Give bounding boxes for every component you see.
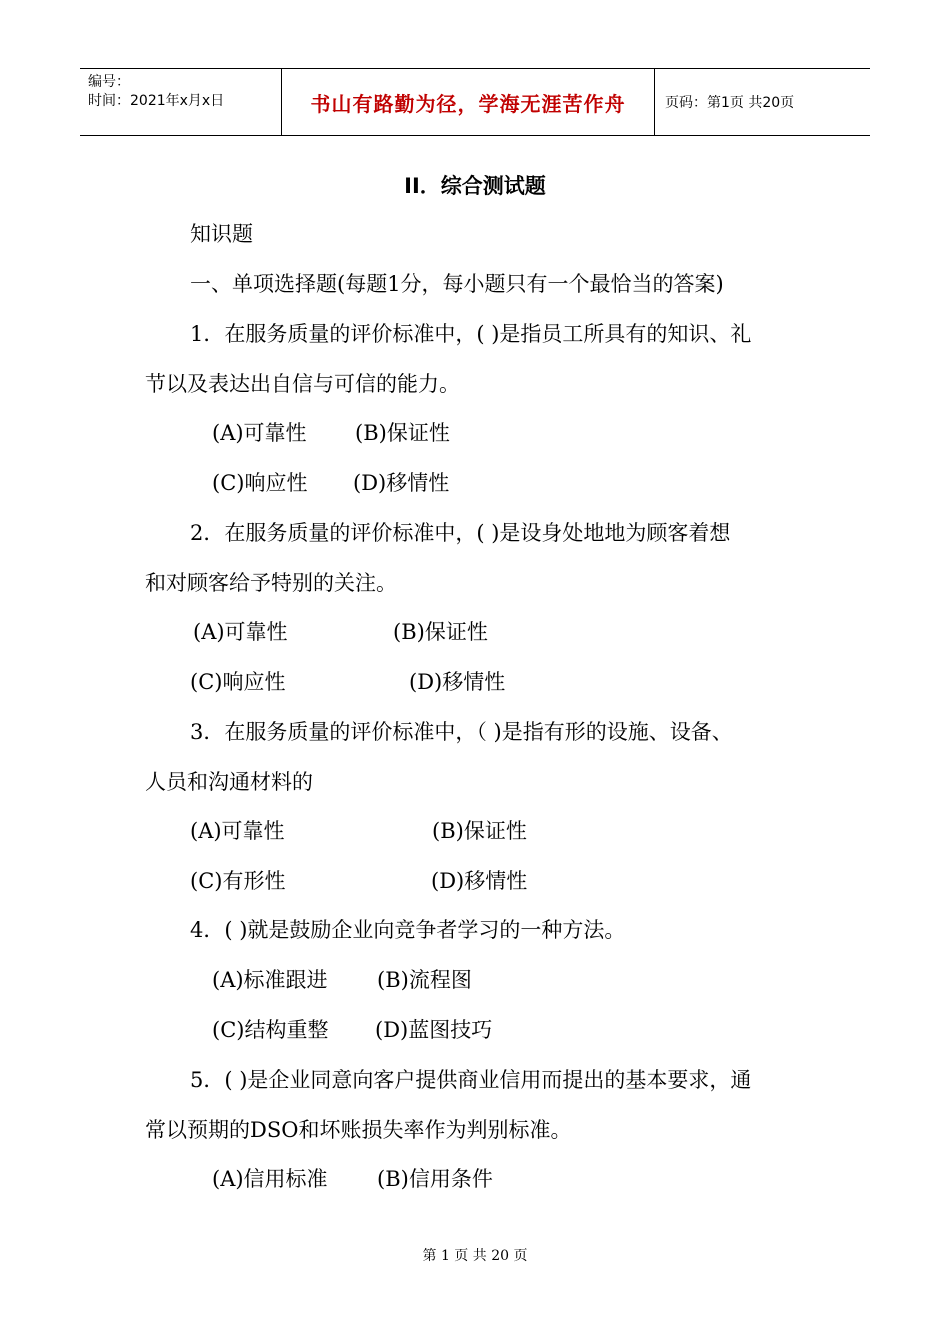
question-3-option-a: (A)可靠性 (190, 819, 285, 843)
question-2-option-b: (B)保证性 (393, 620, 488, 644)
question-1-option-c: (C)响应性 (212, 471, 308, 495)
part-heading: 一、单项选择题(每题1分，每小题只有一个最恰当的答案) (190, 272, 724, 296)
question-1-line-2: 节以及表达出自信与可信的能力。 (145, 372, 460, 396)
question-1-line-1: 1．在服务质量的评价标准中，( )是指员工所具有的知识、礼 (190, 322, 752, 346)
section-heading: 知识题 (190, 222, 253, 246)
question-5-option-a: (A)信用标准 (212, 1167, 328, 1191)
question-2-line-2: 和对顾客给予特别的关注。 (145, 571, 397, 595)
header-table (80, 68, 870, 136)
time-label: 时间：2021年x月x日 (88, 93, 225, 109)
question-2-line-1: 2．在服务质量的评价标准中，( )是设身处地地为顾客着想 (190, 521, 731, 545)
question-4-option-d: (D)蓝图技巧 (375, 1018, 493, 1042)
question-1-option-b: (B)保证性 (355, 421, 450, 445)
question-3-option-c: (C)有形性 (190, 869, 286, 893)
question-4-line-1: 4．( )就是鼓励企业向竞争者学习的一种方法。 (190, 918, 626, 942)
number-label: 编号： (88, 74, 130, 90)
question-3-option-d: (D)移情性 (431, 869, 528, 893)
page-footer: 第 1 页 共 20 页 (422, 1248, 528, 1264)
question-3-line-1: 3．在服务质量的评价标准中，（ )是指有形的设施、设备、 (190, 720, 733, 744)
question-1-option-a: (A)可靠性 (212, 421, 307, 445)
header-motto: 书山有路勤为径，学海无涯苦作舟 (282, 69, 655, 135)
question-1-option-d: (D)移情性 (353, 471, 450, 495)
question-3-line-2: 人员和沟通材料的 (145, 770, 313, 794)
question-2-option-c: (C)响应性 (190, 670, 286, 694)
question-2-option-d: (D)移情性 (409, 670, 506, 694)
question-4-option-b: (B)流程图 (377, 968, 472, 992)
question-5-line-1: 5．( )是企业同意向客户提供商业信用而提出的基本要求，通 (190, 1068, 752, 1092)
question-2-option-a: (A)可靠性 (193, 620, 288, 644)
question-5-line-2: 常以预期的DSO和坏账损失率作为判别标准。 (145, 1118, 572, 1142)
header-page-info: 页码：第1页 共20页 (665, 95, 795, 111)
question-3-option-b: (B)保证性 (432, 819, 527, 843)
header-meta (80, 69, 282, 135)
question-4-option-a: (A)标准跟进 (212, 968, 328, 992)
document-title: II．综合测试题 (404, 174, 546, 198)
question-5-option-b: (B)信用条件 (377, 1167, 493, 1191)
question-4-option-c: (C)结构重整 (212, 1018, 329, 1042)
